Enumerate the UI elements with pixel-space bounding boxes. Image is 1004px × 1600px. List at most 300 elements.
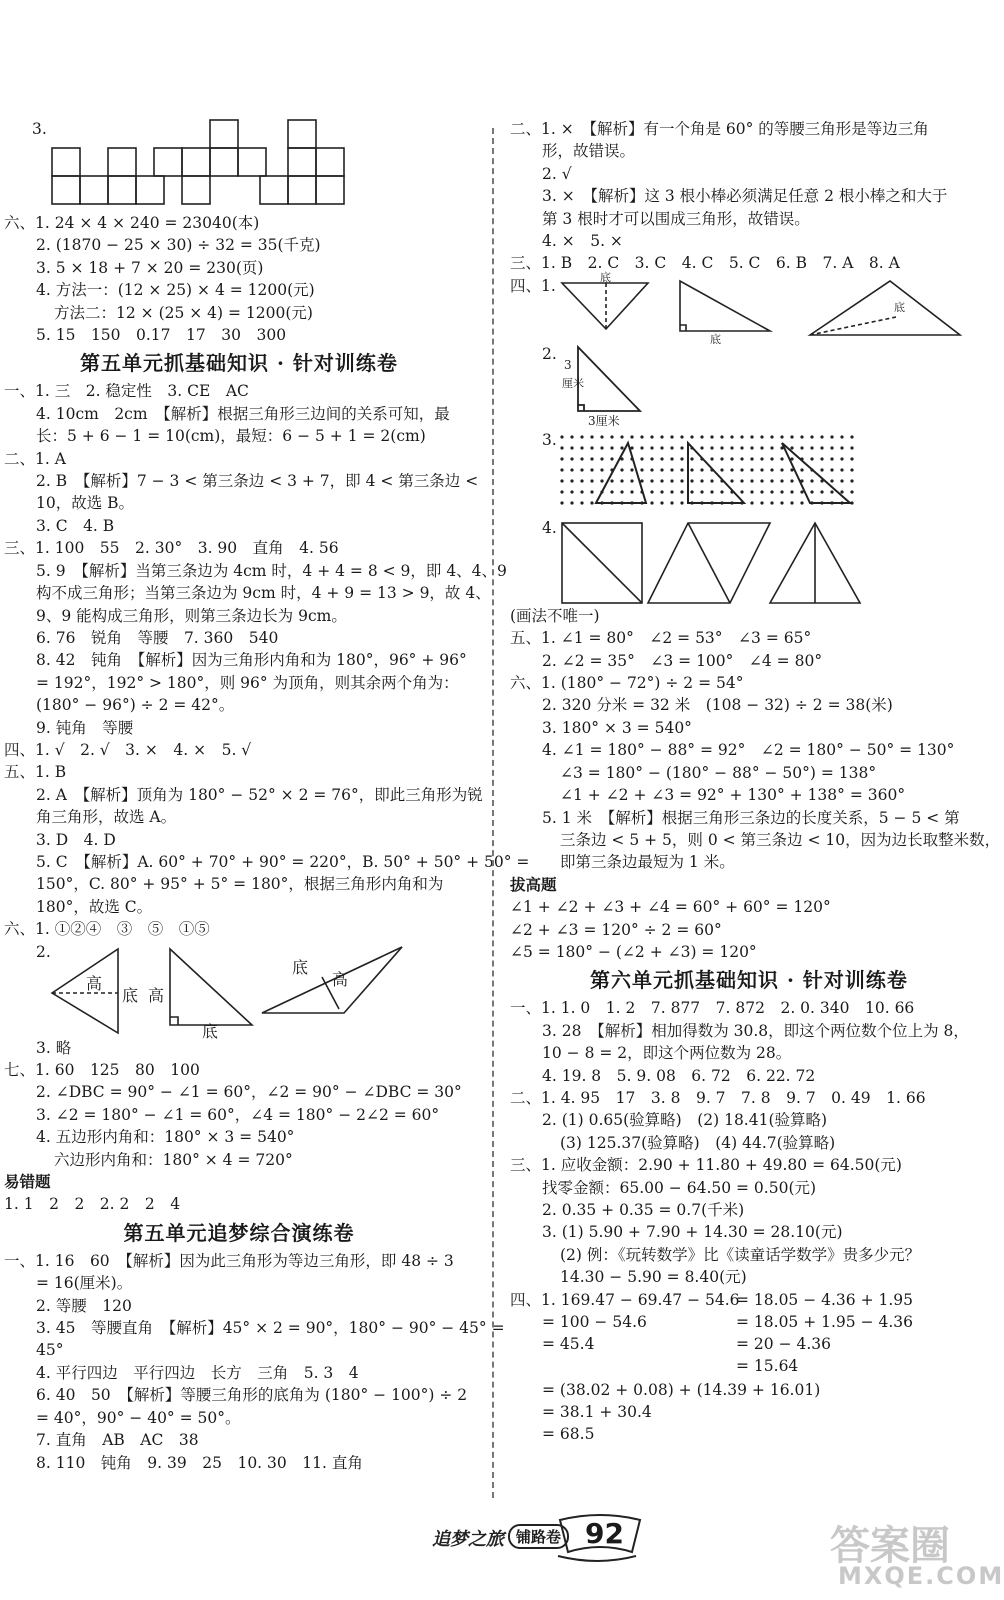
answer-line: 4. ∠1 = 180° − 88° = 92° ∠2 = 180° − 50° = 130° [542,741,955,760]
grid-dot [570,468,573,471]
grid-dot [670,468,673,471]
grid-dot [830,435,833,438]
grid-dot [710,457,713,460]
answer-line: 5. 15 150 0.17 17 30 300 [36,326,287,345]
answer-line: = 16(厘米)。 [36,1274,133,1293]
grid-dot [780,468,783,471]
answer-line: 第 3 根时才可以围成三角形，故错误。 [542,209,810,228]
grid-dot [740,457,743,460]
answer-line: 2. √ [542,164,572,183]
answer-line: ∠1 + ∠2 + ∠3 = 92° + 130° + 138° = 360° [560,786,906,805]
grid-dot [770,446,773,449]
grid-dot [620,479,623,482]
grid-dot [800,501,803,504]
grid-dot [560,446,563,449]
grid-dot [670,457,673,460]
answer-line: 2. ∠2 = 35° ∠3 = 100° ∠4 = 80° [542,651,823,670]
grid-dot [600,446,603,449]
grid-dot [580,501,583,504]
grid-dot [720,490,723,493]
calc-line: = 38.1 + 30.4 [542,1403,652,1422]
grid-dot [810,479,813,482]
grid-dot [760,490,763,493]
grid-dot [760,479,763,482]
divide-shapes-figure [510,517,988,605]
answer-line: 构不成三角形；当第三条边为 9cm 时，4 + 9 = 13 > 9，故 4、 [36,584,491,603]
grid-dot [600,479,603,482]
grid-dot [650,501,653,504]
grid-dot [580,446,583,449]
answer-line: 二、1. A [4,449,66,468]
calc-line: = 18.05 − 4.36 + 1.95 [736,1290,913,1309]
answer-line: ∠2 + ∠3 = 120° ÷ 2 = 60° [510,920,722,939]
answer-line: 2. [36,942,51,961]
answer-line: 一、1. 1. 0 1. 2 7. 877 7. 872 2. 0. 340 10. 66 [510,999,915,1018]
grid-dot [770,501,773,504]
answer-line: 角三角形，故选 A。 [36,808,177,827]
grid-dot [670,490,673,493]
grid-dot [840,435,843,438]
grid-dot [720,446,723,449]
grid-dot [750,468,753,471]
subheading: 拔高题 [510,874,557,894]
answer-line: 3. × 【解析】这 3 根小棒必须满足任意 2 根小棒之和大于 [542,187,948,206]
answer-line: 即第三条边最短为 1 米。 [560,853,735,872]
answer-line: 3. [542,430,557,449]
left-column [4,118,530,1474]
calc-line: 四、1. 169.47 − 69.47 − 54.6 [510,1290,740,1309]
grid-dot [620,435,623,438]
grid-dot [770,468,773,471]
calc-line: = 45.4 [542,1334,595,1353]
grid-dot [840,490,843,493]
answer-line: 10，故选 B。 [36,494,135,513]
grid-dot [770,479,773,482]
grid-dot [760,457,763,460]
grid-dot [690,468,693,471]
grid-dot [620,468,623,471]
grid-dot [810,435,813,438]
answer-line: 1. 1 2 2 2. 2 2 4 [4,1195,181,1214]
cube-nets-figure [4,118,474,212]
series-badge: 铺路卷 [508,1524,569,1549]
grid-dot [810,490,813,493]
grid-dot [700,490,703,493]
note: (画法不唯一) [510,606,600,625]
grid-dot [680,479,683,482]
grid-dot [590,468,593,471]
height-figures [4,941,474,1041]
answer-line: 3. 28 【解析】相加得数为 30.8，即这个两位数个位上为 8， [542,1021,969,1040]
grid-dot [640,435,643,438]
grid-dot [770,490,773,493]
grid-dot [690,479,693,482]
answer-line: (3) 125.37(验算略) (4) 44.7(验算略) [560,1133,836,1152]
answer-line: 形，故错误。 [542,142,636,161]
answer-line: 2. (1) 0.65(验算略) (2) 18.41(验算略) [542,1111,828,1130]
grid-dot [800,490,803,493]
grid-dot [660,435,663,438]
grid-dot [630,435,633,438]
grid-dot [780,457,783,460]
grid-dot [790,501,793,504]
grid-dot [610,457,613,460]
q3-number: 3. [32,120,47,138]
grid-dot [820,435,823,438]
answer-line: 三、1. 应收金额：2.90 + 11.80 + 49.80 = 64.50(元) [510,1156,902,1175]
base-height-triangles-figure [510,270,988,346]
answer-line: = 40°，90° − 40° = 50°。 [36,1408,241,1427]
answer-line: 三条边 < 5 + 5，则 0 < 第三条边 < 10，因为边长取整米数， [560,830,1001,849]
answer-line: 四、1. [510,276,556,295]
grid-dot [640,479,643,482]
grid-dot [850,468,853,471]
answer-line: 3. ∠2 = 180° − ∠1 = 60°，∠4 = 180° − 2∠2 = 60° [36,1105,440,1124]
answer-line: 方法二：12 × (25 × 4) = 1200(元) [54,303,313,322]
grid-dot [740,479,743,482]
grid-dot [630,490,633,493]
grid-dot [570,457,573,460]
answer-line: 14.30 − 5.90 = 8.40(元) [560,1268,747,1287]
grid-dot [660,457,663,460]
grid-dot [660,501,663,504]
grid-dot [730,446,733,449]
fig-label-base: 底 [600,270,611,284]
fig-label-height: 高 [86,973,103,993]
grid-dot [740,468,743,471]
answer-line: 2. 320 分米 = 32 米 (108 − 32) ÷ 2 = 38(米) [542,696,893,715]
subheading: 易错题 [4,1172,51,1192]
grid-dot [560,501,563,504]
answer-line: 3. 略 [36,1038,72,1057]
fig-label-side: 3 [564,357,572,372]
grid-dot [650,457,653,460]
triangle-heights-figure [4,941,474,1041]
answer-line: 七、1. 60 125 80 100 [4,1061,200,1079]
grid-dot [580,435,583,438]
right-triangle-figure [510,343,988,429]
grid-dot [800,435,803,438]
grid-dot [720,435,723,438]
grid-dot [730,479,733,482]
fig-label-base: 底 [292,957,309,977]
answer-line: 三、1. 100 55 2. 30° 3. 90 直角 4. 56 [4,539,339,558]
grid-dot [850,457,853,460]
grid-dot [610,479,613,482]
grid-dot [620,490,623,493]
answer-line: ∠3 = 180° − (180° − 88° − 50°) = 138° [560,763,877,782]
grid-dot [750,446,753,449]
grid-dot [570,435,573,438]
grid-dot [780,490,783,493]
grid-dot [800,468,803,471]
answer-line: ∠1 + ∠2 + ∠3 + ∠4 = 60° + 60° = 120° [510,898,831,917]
grid-dot [570,490,573,493]
answer-line: 5. 9 【解析】当第三条边为 4cm 时，4 + 4 = 8 < 9，即 4、4、9 [36,561,507,580]
grid-dot [850,490,853,493]
answer-line: 5. 1 米 【解析】根据三角形三条边的长度关系，5 − 5 < 第 [542,808,960,827]
dot-grid-figure [510,429,988,517]
grid-dot [610,435,613,438]
grid-dot [730,468,733,471]
answer-line: 六、1. ①②④ ③ ⑤ ①⑤ [4,920,210,939]
answer-line: 3. (1) 5.90 + 7.90 + 14.30 = 28.10(元) [542,1223,843,1242]
grid-dot [710,435,713,438]
right-column [510,118,1001,1446]
answer-line: 8. 110 钝角 9. 39 25 10. 30 11. 直角 [36,1453,363,1472]
grid-dot [610,446,613,449]
grid-dot [650,468,653,471]
grid-dot [830,446,833,449]
grid-dot [660,446,663,449]
grid-dot [780,479,783,482]
answer-line: 10 − 8 = 2，即这个两位数为 28。 [542,1044,792,1063]
grid-dot [740,435,743,438]
answer-line: 一、1. 16 60 【解析】因为此三角形为等边三角形，即 48 ÷ 3 [4,1251,454,1270]
calc-line: = 15.64 [736,1356,799,1375]
grid-dot [750,490,753,493]
grid-dot [750,501,753,504]
grid-dot [820,468,823,471]
answer-line: 3. D 4. D [36,830,116,849]
brand-name: 追梦之旅 [432,1529,504,1550]
grid-dot [680,435,683,438]
answer-line: ∠5 = 180° − (∠2 + ∠3) = 120° [510,942,757,961]
grid-dot [850,446,853,449]
grid-dot [560,479,563,482]
grid-dot [790,479,793,482]
answer-line: 3. 5 × 18 + 7 × 20 = 230(页) [36,258,264,277]
grid-dot [780,501,783,504]
grid-dot [670,435,673,438]
answer-line: 二、1. × 【解析】有一个角是 60° 的等腰三角形是等边三角 [510,120,929,138]
answer-line: 4. × 5. × [542,232,623,251]
grid-dot [590,457,593,460]
grid-dot [750,457,753,460]
answer-line: 9. 钝角 等腰 [36,718,134,737]
fig-label-base: 底 [202,1021,219,1041]
grid-dot [570,446,573,449]
grid-dot [850,479,853,482]
r4-4-figure [510,517,988,605]
grid-dot [700,435,703,438]
grid-dot [670,501,673,504]
answer-line: 五、1. B [4,763,67,782]
page-number: 92 [585,1517,624,1550]
grid-dot [840,457,843,460]
fig-label-unit: 厘米 [562,376,584,390]
grid-dot [710,490,713,493]
grid-dot [750,479,753,482]
calc-line: = 100 − 54.6 [542,1312,647,1331]
r4-1-figures [510,270,988,346]
section-heading: 第五单元追梦综合演练卷 [123,1220,355,1245]
calc-line: = 20 − 4.36 [736,1334,831,1353]
grid-dot [560,435,563,438]
answer-line: 2. 0.35 + 0.35 = 0.7(千米) [542,1201,745,1219]
grid-dot [760,435,763,438]
grid-dot [750,435,753,438]
answer-line: 六、1. (180° − 72°) ÷ 2 = 54° [510,674,744,693]
answer-line: 180°，故选 C。 [36,897,153,916]
grid-dot [710,446,713,449]
grid-dot [590,446,593,449]
grid-dot [760,468,763,471]
grid-dot [770,457,773,460]
grid-dot [820,446,823,449]
calc-block [510,1289,988,1379]
grid-dot [740,490,743,493]
grid-dot [680,446,683,449]
answer-line: 3. 180° × 3 = 540° [542,718,692,737]
grid-dot [690,435,693,438]
grid-dot [590,479,593,482]
answer-line: (180° − 96°) ÷ 2 = 42°。 [36,696,235,715]
grid-dot [740,446,743,449]
grid-dot [770,435,773,438]
grid-dot [830,457,833,460]
watermark: 答案圈 [830,1523,950,1569]
fig-label-side: 3厘米 [588,413,620,428]
grid-dot [660,490,663,493]
answer-line: 四、1. √ 2. √ 3. × 4. × 5. √ [4,740,252,759]
answer-line: 二、1. 4. 95 17 3. 8 9. 7 7. 8 9. 7 0. 49 1. 66 [510,1088,926,1107]
grid-dot [640,457,643,460]
answer-line: 5. C 【解析】A. 60° + 70° + 90° = 220°，B. 50° + 50° + 50° = [36,852,530,871]
grid-dot [580,457,583,460]
grid-dot [820,457,823,460]
answer-line: (2) 例：《玩转数学》比《读童话学数学》贵多少元？ [560,1245,921,1264]
grid-dot [850,435,853,438]
answer-line: 4. 方法一：(12 × 25) × 4 = 1200(元) [36,281,315,300]
section-heading: 第六单元抓基础知识 · 针对训练卷 [590,968,908,993]
grid-dot [660,479,663,482]
answer-line: 6. 40 50 【解析】等腰三角形的底角为 (180° − 100°) ÷ 2 [36,1386,468,1405]
answer-line: 长：5 + 6 − 1 = 10(cm)，最短：6 − 5 + 1 = 2(cm) [36,427,426,446]
answer-line: 45° [36,1341,64,1360]
grid-dot [650,490,653,493]
grid-dot [840,479,843,482]
answer-line: 六、1. 24 × 4 × 240 = 23040(本) [4,214,260,232]
grid-dot [810,457,813,460]
grid-dot [580,490,583,493]
grid-dot [800,446,803,449]
grid-dot [780,435,783,438]
answer-line: 五、1. ∠1 = 80° ∠2 = 53° ∠3 = 65° [510,629,812,648]
grid-dot [760,446,763,449]
calc-line: = (38.02 + 0.08) + (14.39 + 16.01) [542,1380,821,1399]
grid-dot [650,446,653,449]
grid-dot [630,468,633,471]
answer-line: 4. [542,518,557,537]
answer-line: 150°，C. 80° + 95° + 5° = 180°，根据三角形内角和为 [36,875,444,894]
grid-dot [840,446,843,449]
grid-dot [620,446,623,449]
grid-dot [640,446,643,449]
grid-dot [640,468,643,471]
grid-dot [830,468,833,471]
grid-dot [680,501,683,504]
grid-dot [650,479,653,482]
calc-line: = 68.5 [542,1425,595,1444]
grid-dot [670,446,673,449]
r4-2-figure [510,343,988,429]
answer-line: 8. 42 钝角 【解析】因为三角形内角和为 180°，96° + 96° [36,651,467,670]
grid-dot [600,457,603,460]
grid-dot [820,490,823,493]
answer-line: 2. [542,344,557,363]
grid-dot [690,457,693,460]
r4-3-figure [510,429,988,517]
grid-dot [580,468,583,471]
grid-dot [730,435,733,438]
answer-line: 2. (1870 − 25 × 30) ÷ 32 = 35(千克) [36,236,321,255]
grid-dot [630,479,633,482]
grid-dot [600,468,603,471]
grid-dot [560,468,563,471]
answer-line: 3. 45 等腰直角 【解析】45° × 2 = 90°，180° − 90° − 45° = [36,1319,505,1338]
grid-dot [600,435,603,438]
grid-dot [760,501,763,504]
grid-dot [680,457,683,460]
answer-line: 9、9 能构成三角形，则第三条边长为 9cm。 [36,606,347,625]
grid-dot [670,479,673,482]
answer-line: 找零金额：65.00 − 64.50 = 0.50(元) [542,1178,817,1197]
answer-line: 一、1. 三 2. 稳定性 3. CE AC [4,382,249,401]
grid-dot [720,468,723,471]
net-figures [4,118,474,212]
grid-dot [730,457,733,460]
answer-line: 4. 平行四边 平行四边 长方 三角 5. 3 4 [36,1363,359,1382]
fig-label-base: 底 [122,985,139,1005]
grid-dot [700,479,703,482]
answer-line: 2. ∠DBC = 90° − ∠1 = 60°，∠2 = 90° − ∠DBC = 30° [36,1083,462,1102]
answer-line: 2. 等腰 120 [36,1296,132,1315]
grid-dot [810,446,813,449]
grid-dot [690,490,693,493]
answer-line: 6. 76 锐角 等腰 7. 360 540 [36,628,279,647]
grid-dot [590,435,593,438]
answer-line: 2. A 【解析】顶角为 180° − 52° × 2 = 76°，即此三角形为锐 [36,785,483,804]
grid-dot [580,479,583,482]
section-heading: 第五单元抓基础知识 · 针对训练卷 [80,351,398,376]
grid-dot [590,501,593,504]
grid-dot [560,490,563,493]
column-divider [492,128,494,1498]
answer-line: 三、1. B 2. C 3. C 4. C 5. C 6. B 7. A 8. A [510,254,900,273]
fig-label-base: 底 [710,332,721,346]
answer-line: 3. C 4. B [36,516,115,535]
fig-label-height: 高 [332,969,349,989]
grid-dot [700,446,703,449]
watermark: MXQE.COM [838,1562,1004,1590]
grid-dot [650,435,653,438]
calc-line: = 18.05 + 1.95 − 4.36 [736,1312,913,1331]
grid-dot [680,468,683,471]
grid-dot [590,490,593,493]
grid-dot [720,457,723,460]
grid-dot [570,479,573,482]
fig-label-height: 高 [148,985,165,1005]
answer-line: 六边形内角和：180° × 4 = 720° [54,1150,293,1169]
grid-dot [660,468,663,471]
grid-dot [790,435,793,438]
fig-label-base: 底 [894,300,905,314]
answer-line: = 192°，192° > 180°，则 96° 为顶角，则其余两个角为： [36,673,459,692]
grid-dot [790,490,793,493]
grid-dot [840,468,843,471]
grid-dot [570,501,573,504]
